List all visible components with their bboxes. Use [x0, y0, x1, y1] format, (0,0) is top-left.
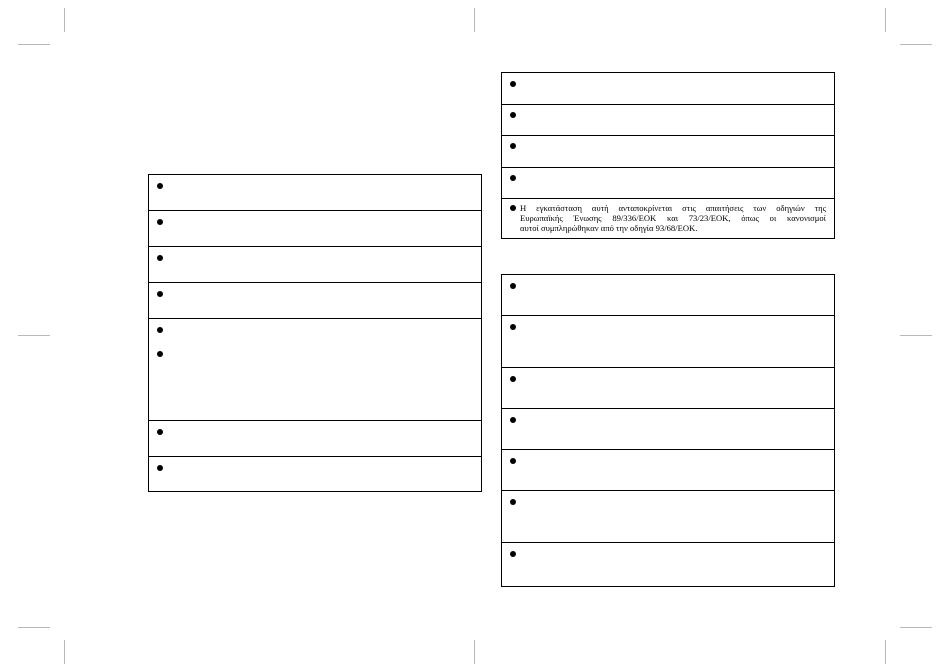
- list-item: [149, 247, 481, 283]
- crop-mark: [900, 335, 932, 336]
- bullet-icon: [510, 376, 516, 382]
- bullet-icon: [510, 81, 516, 87]
- crop-mark: [900, 627, 932, 628]
- crop-mark: [64, 8, 65, 32]
- crop-mark: [885, 8, 886, 32]
- list-item: [149, 421, 481, 457]
- list-item: [149, 283, 481, 319]
- note-line: Ευρωπαϊκής Ένωσης 89/336/ΕΟΚ και 73/23/ΕΟΚ, όπως οι κανονισμοί: [520, 213, 826, 223]
- list-item: [502, 316, 834, 368]
- bullet-icon: [510, 551, 516, 557]
- crop-mark: [474, 640, 475, 664]
- list-item: [502, 105, 834, 136]
- list-item: [502, 136, 834, 168]
- list-item: [502, 450, 834, 491]
- bullet-icon: [157, 351, 163, 357]
- bullet-icon: [157, 219, 163, 225]
- bullet-icon: [510, 499, 516, 505]
- list-item: [502, 275, 834, 316]
- crop-mark: [885, 640, 886, 664]
- note-line: αυτοί συμπληρώθηκαν από την οδηγία 93/68/ΕΟΚ.: [520, 223, 698, 233]
- bullet-icon: [510, 112, 516, 118]
- left-bullet-list: [148, 174, 482, 492]
- list-item: [149, 175, 481, 211]
- list-item: [502, 409, 834, 450]
- list-item: [149, 211, 481, 247]
- bullet-icon: [157, 255, 163, 261]
- bullet-icon: [157, 327, 163, 333]
- crop-mark: [18, 627, 50, 628]
- bullet-icon: [157, 183, 163, 189]
- bullet-icon: [510, 283, 516, 289]
- crop-mark: [474, 8, 475, 32]
- bullet-icon: [510, 205, 516, 211]
- crop-mark: [18, 335, 50, 336]
- list-item: [502, 73, 834, 105]
- compliance-note-item: [502, 199, 834, 238]
- bullet-icon: [510, 143, 516, 149]
- right-top-bullet-list: [501, 72, 835, 239]
- list-item: [502, 491, 834, 543]
- bullet-icon: [510, 324, 516, 330]
- list-item: [502, 543, 834, 586]
- right-bottom-bullet-list: [501, 274, 835, 587]
- bullet-icon: [510, 417, 516, 423]
- compliance-note: [520, 203, 826, 233]
- crop-mark: [64, 640, 65, 664]
- list-item: [502, 368, 834, 409]
- bullet-icon: [157, 465, 163, 471]
- note-line: Η εγκατάσταση αυτή ανταποκρίνεται στις απαιτήσεις των οδηγιών της: [520, 203, 826, 213]
- list-item: [149, 457, 481, 491]
- bullet-icon: [157, 429, 163, 435]
- list-item: [149, 319, 481, 421]
- crop-mark: [18, 44, 50, 45]
- bullet-icon: [510, 458, 516, 464]
- crop-mark: [900, 44, 932, 45]
- bullet-icon: [510, 175, 516, 181]
- list-item: [502, 168, 834, 199]
- bullet-icon: [157, 291, 163, 297]
